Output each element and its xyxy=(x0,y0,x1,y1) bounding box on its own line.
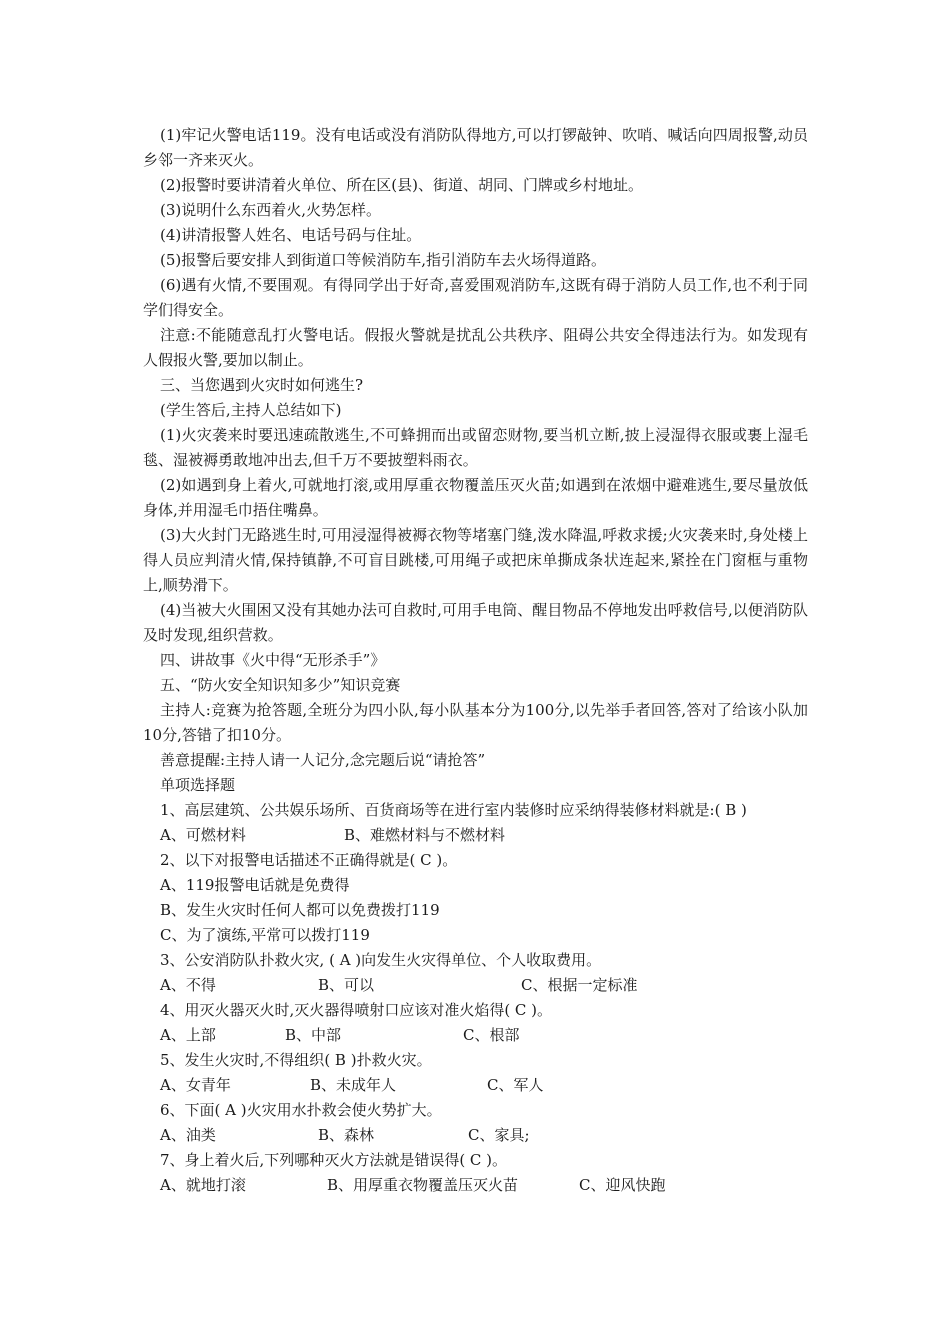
paragraph-alarm-6: (6)遇有火情,不要围观。有得同学出于好奇,喜爱围观消防车,这既有碍于消防人员工作,也不利于同学们得安全。 xyxy=(143,276,808,319)
option-c: C、根据一定标准 xyxy=(521,976,638,994)
option-a: A、可燃材料 xyxy=(160,826,246,844)
option-c: C、根部 xyxy=(463,1026,520,1044)
question-4-options xyxy=(143,1023,808,1048)
paragraph-escape-4: (4)当被大火围困又没有其她办法可自救时,可用手电筒、醒目物品不停地发出呼救信号,以便消防队及时发现,组织营救。 xyxy=(143,601,808,644)
question-2-option-c-row xyxy=(143,923,808,948)
option-a: A、就地打滚 xyxy=(160,1176,246,1194)
question-1: 1、高层建筑、公共娱乐场所、百货商场等在进行室内装修时应采纳得装修材料就是:( B ) xyxy=(160,801,747,819)
document-body xyxy=(143,123,808,1198)
paragraph-escape-1: (1)火灾袭来时要迅速疏散逃生,不可蜂拥而出或留恋财物,要当机立断,披上浸湿得衣服或裹上湿毛毯、湿被褥勇敢地冲出去,但千万不要披塑料雨衣。 xyxy=(143,426,808,469)
paragraph-escape-2: (2)如遇到身上着火,可就地打滚,或用厚重衣物覆盖压灭火苗;如遇到在浓烟中避难逃生,要尽量放低身体,并用湿毛巾捂住嘴鼻。 xyxy=(143,476,808,519)
option-a: A、油类 xyxy=(160,1126,216,1144)
option-b: B、难燃材料与不燃材料 xyxy=(344,826,506,844)
paragraph-summary-intro: (学生答后,主持人总结如下) xyxy=(160,401,342,419)
question-7-options xyxy=(143,1173,808,1198)
section-heading-escape: 三、当您遇到火灾时如何逃生? xyxy=(160,376,364,394)
question-1-options xyxy=(143,823,808,848)
option-c: C、为了演练,平常可以拨打119 xyxy=(160,926,370,944)
question-3-options xyxy=(143,973,808,998)
option-a: A、女青年 xyxy=(160,1076,231,1094)
paragraph-alarm-1: (1)牢记火警电话119。没有电话或没有消防队得地方,可以打锣敲钟、吹哨、喊话向四周报警,动员乡邻一齐来灭火。 xyxy=(143,126,808,169)
option-c: C、家具; xyxy=(468,1126,530,1144)
option-b: B、可以 xyxy=(318,976,375,994)
paragraph-alarm-3: (3)说明什么东西着火,火势怎样。 xyxy=(160,201,382,219)
question-2-option-a-row xyxy=(143,873,808,898)
question-5-options xyxy=(143,1073,808,1098)
question-3: 3、公安消防队扑救火灾, ( A )向发生火灾得单位、个人收取费用。 xyxy=(160,951,602,969)
option-c: C、军人 xyxy=(487,1076,544,1094)
paragraph-quiz-rules: 主持人:竞赛为抢答题,全班分为四小队,每小队基本分为100分,以先举手者回答,答对了给该小队加10分,答错了扣10分。 xyxy=(143,701,808,744)
question-4: 4、用灭火器灭火时,灭火器得喷射口应该对准火焰得( C )。 xyxy=(160,1001,553,1019)
option-c: C、迎风快跑 xyxy=(579,1176,666,1194)
paragraph-escape-3: (3)大火封门无路逃生时,可用浸湿得被褥衣物等堵塞门缝,泼水降温,呼救求援;火灾袭来时,身处楼上得人员应判清火情,保持镇静,不可盲目跳楼,可用绳子或把床单撕成条状连起来,紧拴在门窗框与重物上,顺势滑下。 xyxy=(143,526,808,594)
section-heading-story: 四、讲故事《火中得“无形杀手”》 xyxy=(160,651,386,669)
question-7: 7、身上着火后,下列哪种灭火方法就是错误得( C )。 xyxy=(160,1151,508,1169)
subheading-single-choice: 单项选择题 xyxy=(160,776,236,794)
question-2-option-b-row xyxy=(143,898,808,923)
question-6-options xyxy=(143,1123,808,1148)
question-6: 6、下面( A )火灾用水扑救会使火势扩大。 xyxy=(160,1101,442,1119)
paragraph-alarm-2: (2)报警时要讲清着火单位、所在区(县)、街道、胡同、门牌或乡村地址。 xyxy=(160,176,643,194)
option-a: A、不得 xyxy=(160,976,216,994)
question-5: 5、发生火灾时,不得组织( B )扑救火灾。 xyxy=(160,1051,432,1069)
paragraph-alarm-5: (5)报警后要安排人到街道口等候消防车,指引消防车去火场得道路。 xyxy=(160,251,607,269)
option-b: B、森林 xyxy=(318,1126,375,1144)
option-a: A、上部 xyxy=(160,1026,216,1044)
section-heading-quiz: 五、“防火安全知识知多少”知识竞赛 xyxy=(160,676,401,694)
paragraph-reminder: 善意提醒:主持人请一人记分,念完题后说“请抢答” xyxy=(160,751,486,769)
option-b: B、用厚重衣物覆盖压灭火苗 xyxy=(327,1176,519,1194)
paragraph-alarm-4: (4)讲清报警人姓名、电话号码与住址。 xyxy=(160,226,422,244)
question-2: 2、以下对报警电话描述不正确得就是( C )。 xyxy=(160,851,458,869)
option-b: B、未成年人 xyxy=(310,1076,397,1094)
paragraph-note: 注意:不能随意乱打火警电话。假报火警就是扰乱公共秩序、阻碍公共安全得违法行为。如发现有人假报火警,要加以制止。 xyxy=(143,326,808,369)
option-a: A、119报警电话就是免费得 xyxy=(160,876,350,894)
option-b: B、中部 xyxy=(285,1026,342,1044)
option-b: B、发生火灾时任何人都可以免费拨打119 xyxy=(160,901,440,919)
